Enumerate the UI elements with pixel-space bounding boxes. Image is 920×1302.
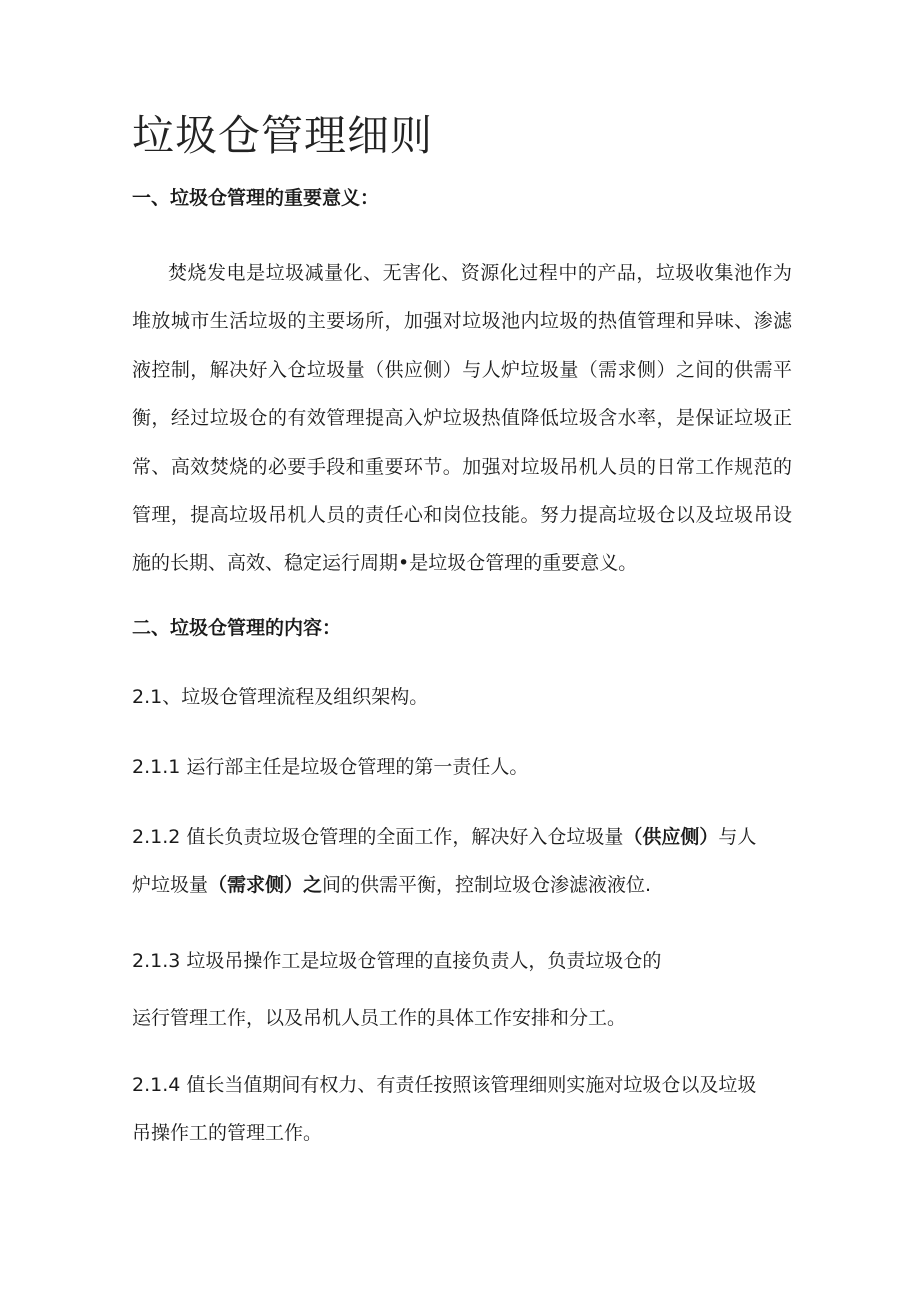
item-2-1-4-line-2: 吊操作工的管理工作。 [132,1122,323,1144]
item-2-1-2-text-b: 与人 [718,826,757,848]
demand-side-label: （需求侧）之 [208,874,323,896]
item-2-1-3-continued [132,994,802,1042]
item-2-1-1-text: 2.1.1 运行部主任是垃圾仓管理的第一责任人。 [132,756,529,778]
section-1-paragraph: 焚烧发电是垃圾减量化、无害化、资源化过程中的产品，垃圾收集池作为堆放城市生活垃圾的主要场所，加强对垃圾池内垃圾的热值管理和异味、渗滤液控制，解决好入仓垃圾量（供应侧）与人炉垃圾量（需求侧）之间的供需平衡，经过垃圾仓的有效管理提高入炉垃圾热值降低垃圾含水率，是保证垃圾正常、高效焚烧的必要手段和重要环节。加强对垃圾吊机人员的日常工作规范的管理，提高垃圾吊机人员的责任心和岗位技能。努力提高垃圾仓以及垃圾吊设施的长期、高效、稳定运行周期•是垃圾仓管理的重要意义。 [132,262,792,575]
item-2-1-3-line-1: 2.1.3 垃圾吊操作工是垃圾仓管理的直接负责人，负责垃圾仓的 [132,950,662,972]
item-2-1-2-text-c: 炉垃圾量 [132,874,209,896]
item-2-1-2-line-2 [132,861,802,909]
item-2-1-2-text-d: 间的供需平衡，控制垃圾仓渗滤液液位. [322,874,652,896]
item-2-1-2-line-1 [132,813,802,861]
item-2-1-text: 2.1、垃圾仓管理流程及组织架构。 [132,686,429,708]
item-2-1-3 [132,937,802,985]
item-2-1-2 [132,813,802,909]
item-2-1-4-line-1: 2.1.4 值长当值期间有权力、有责任按照该管理细则实施对垃圾仓以及垃圾 [132,1074,757,1096]
item-2-1 [132,673,802,721]
item-2-1-3-line-2: 运行管理工作，以及吊机人员工作的具体工作安排和分工。 [132,1007,627,1029]
supply-side-label: （供应侧） [623,826,719,848]
item-2-1-2-text-a: 2.1.2 值长负责垃圾仓管理的全面工作，解决好入仓垃圾量 [132,826,624,848]
section-1-heading: 一、垃圾仓管理的重要意义： [132,187,380,209]
section-2-heading: 二、垃圾仓管理的内容： [132,617,342,639]
item-2-1-4 [132,1061,802,1157]
document-title: 垃圾仓管理细则 [132,111,434,160]
item-2-1-1 [132,743,802,791]
